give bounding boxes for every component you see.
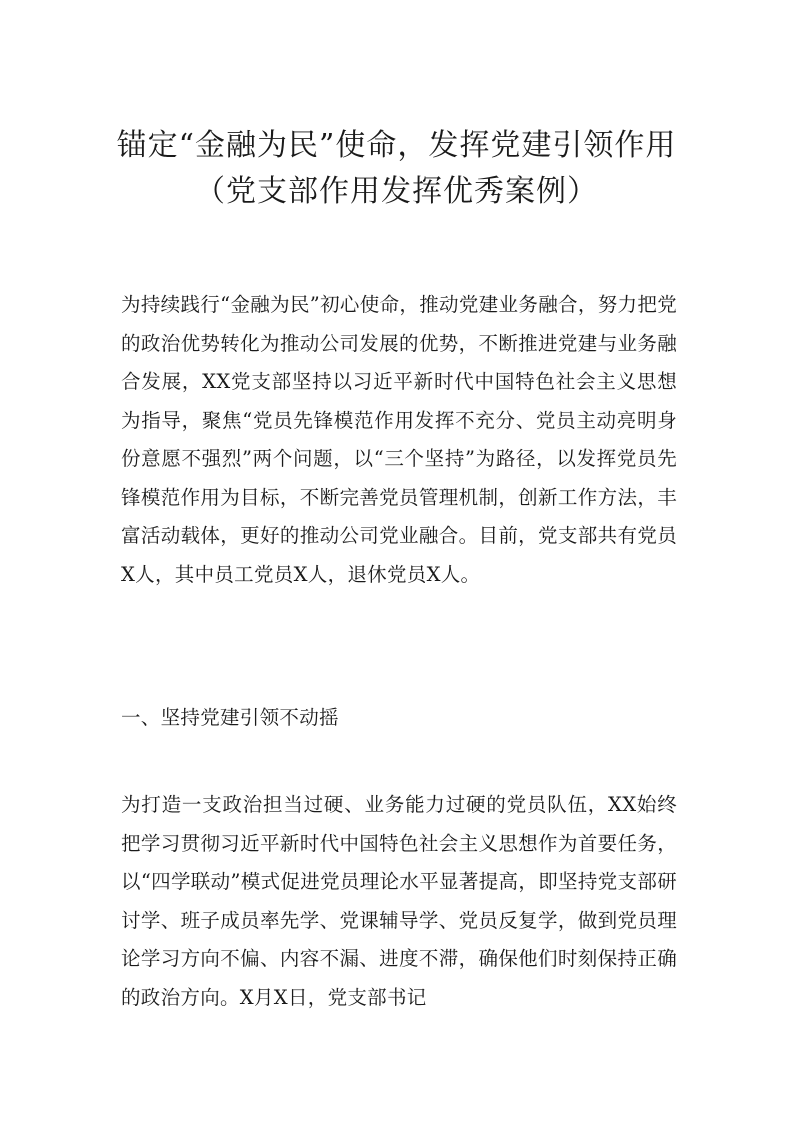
section-heading: 一、坚持党建引领不动摇 (121, 706, 339, 729)
intro-paragraph: 为持续践行“金融为民”初心使命，推动党建业务融合，努力把党的政治优势转化为推动公司发展的优势，不断推进党建与业务融合发展，XX党支部坚持以习近平新时代中国特色社会主义思想为指导，聚焦“党员先锋模范作用发挥不充分、党员主动亮明身份意愿不强烈”两个问题，以“三个坚持”为路径，以发挥党员先锋模范作用为目标，不断完善党员管理机制，创新工作方法，丰富活动载体，更好的推动公司党业融合。目前，党支部共有党员X人，其中员工党员X人，退休党员X人。 (121, 293, 677, 586)
document-subtitle: （党支部作用发挥优秀案例） (195, 174, 598, 209)
section-paragraph: 为打造一支政治担当过硬、业务能力过硬的党员队伍，XX始终把学习贯彻习近平新时代中国特色社会主义思想作为首要任务，以“四学联动”模式促进党员理论水平显著提高，即坚持党支部研讨学、班子成员率先学、党课辅导学、党员反复学，做到党员理论学习方向不偏、内容不漏、进度不滞，确保他们时刻保持正确的政治方向。X月X日，党支部书记 (121, 793, 677, 1009)
document-title: 锚定“金融为民”使命，发挥党建引领作用 (116, 128, 677, 163)
